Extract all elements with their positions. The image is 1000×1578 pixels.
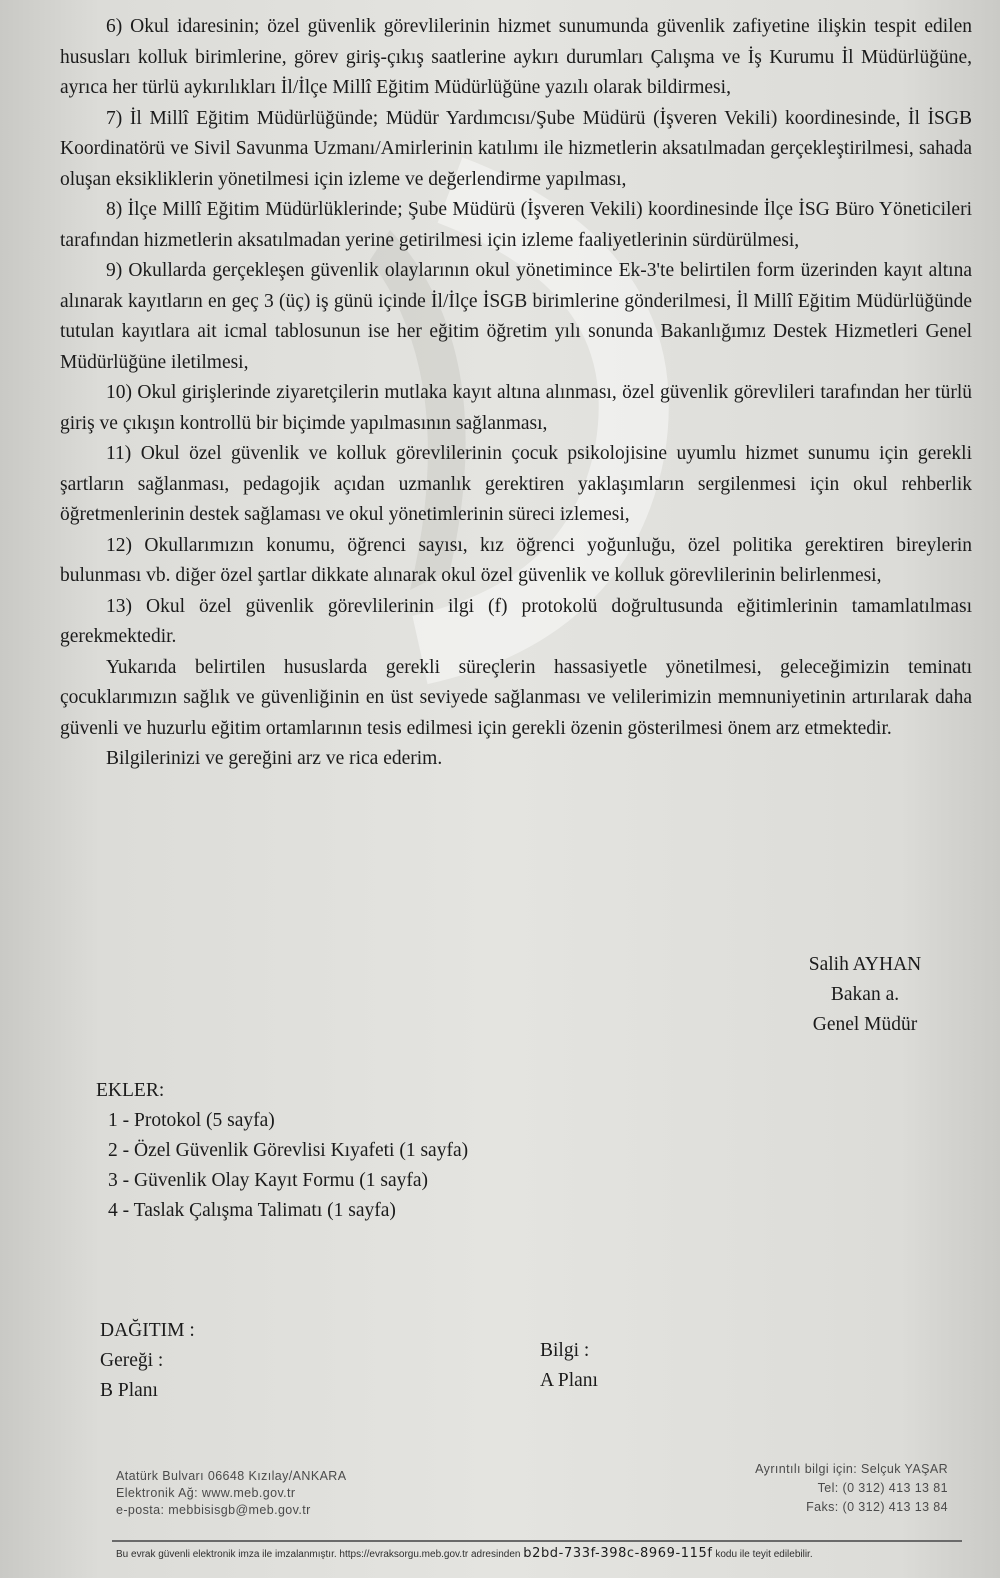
footer-address-block — [116, 1468, 476, 1519]
paragraph-item-11: 11) Okul özel güvenlik ve kolluk görevlilerinin çocuk psikolojisine uyumlu hizmet sunumu için gerekli şartların sağlanması, pedagojik açıdan uzmanlık gerektiren yaklaşımların sergilenmesi için okul rehberlik öğretmenlerinin destek sağlaması ve okul yönetimlerinin süreci izlemesi, — [60, 443, 972, 525]
distribution-info-label: Bilgi : — [540, 1340, 590, 1361]
verification-prefix: Bu evrak güvenli elektronik imza ile imzalanmıştır. https://evraksorgu.meb.gov.tr adresinden — [116, 1549, 521, 1560]
paragraph-item-13: 13) Okul özel güvenlik görevlilerinin ilgi (f) protokolü doğrultusunda eğitimlerinin tamamlatılması gerekmektedir. — [60, 595, 972, 647]
footer-address: Atatürk Bulvarı 06648 Kızılay/ANKARA — [116, 1469, 347, 1483]
paragraph-item-6: 6) Okul idaresinin; özel güvenlik görevlilerinin hizmet sunumunda güvenlik zafiyetine ilişkin tespit edilen hususları kolluk birimlerine, görev giriş-çıkış saatlerine aykırı durumları Çalışma ve İş Kurumu İl Müdürlüğüne, ayrıca her türlü aykırılıkları İl/İlçe Millî Eğitim Müdürlüğüne yazılı olarak bildirmesi, — [60, 16, 972, 98]
distribution-info — [540, 1336, 740, 1396]
attachments-list — [96, 1106, 696, 1226]
closing-request: Bilgilerinizi ve gereğini arz ve rica ederim. — [106, 748, 443, 769]
distribution-info-value: A Planı — [540, 1370, 598, 1391]
signatory-name: Salih AYHAN — [808, 954, 922, 975]
attachments-section — [96, 1076, 696, 1226]
attachment-item: 1 - Protokol (5 sayfa) — [108, 1110, 275, 1131]
paragraph-item-7: 7) İl Millî Eğitim Müdürlüğünde; Müdür Yardımcısı/Şube Müdürü (İşveren Vekili) koordinesinde, İl İSGB Koordinatörü ve Sivil Savunma Uzmanı/Amirlerinin katılımı ile hizmetlerin aksatılmadan gerçekleştirilmesi, sahada oluşan eksikliklerin yönetilmesi için izleme ve değerlendirme yapılması, — [60, 107, 972, 190]
distribution-action-value: B Planı — [100, 1380, 158, 1401]
attachment-item: 4 - Taslak Çalışma Talimatı (1 sayfa) — [108, 1200, 396, 1221]
attachment-item: 2 - Özel Güvenlik Görevlisi Kıyafeti (1 sayfa) — [108, 1140, 469, 1161]
attachments-title: EKLER: — [96, 1080, 165, 1101]
signatory-role: Bakan a. — [830, 984, 900, 1005]
distribution-action — [100, 1346, 400, 1406]
paragraph-item-12: 12) Okullarımızın konumu, öğrenci sayısı, kız öğrenci yoğunluğu, özel politika gerektiren bireylerin bulunması vb. diğer özel şartlar dikkate alınarak okul özel güvenlik ve kolluk görevlilerinin belirlenmesi, — [60, 534, 972, 586]
verification-suffix: kodu ile teyit edilebilir. — [715, 1549, 813, 1560]
distribution-section — [100, 1316, 800, 1401]
footer-contact-block — [640, 1460, 948, 1517]
footer-network: Elektronik Ağ: www.meb.gov.tr — [116, 1486, 296, 1500]
footer-email: e-posta: mebbisisgb@meb.gov.tr — [116, 1503, 311, 1517]
footer-divider — [112, 1540, 962, 1542]
paragraph-item-9: 9) Okullarda gerçekleşen güvenlik olaylarının okul yönetimince Ek-3'te belirtilen form üzerinden kayıt altına alınarak kayıtların en geç 3 (üç) iş günü içinde İl/İlçe İSGB birimlerine gönderilmesi, İl Millî Eğitim Müdürlüğünde tutulan kayıtlara ait icmal tablosunun ise her eğitim öğretim yılı sonunda Bakanlığımız Destek Hizmetleri Genel Müdürlüğüne iletilmesi, — [60, 260, 972, 373]
footer-phone: Tel: (0 312) 413 13 81 — [817, 1481, 948, 1495]
paragraph-item-8: 8) İlçe Millî Eğitim Müdürlüklerinde; Şube Müdürü (İşveren Vekili) koordinesinde İlçe İSG Büro Yöneticileri tarafından hizmetlerin aksatılmadan yerine getirilmesi için izleme faaliyetlerinin sürdürülmesi, — [60, 199, 972, 251]
closing-paragraph: Yukarıda belirtilen hususlarda gerekli süreçlerin hassasiyetle yönetilmesi, geleceğimizin teminatı çocuklarımızın sağlık ve güvenliğinin en üst seviyede sağlanması ve velilerimizin memnuniyetinin artırılarak daha güvenli ve huzurlu eğitim ortamlarının tesis edilmesi için gerekli özenin gösterilmesi önem arz etmektedir. — [60, 656, 972, 739]
signature-block — [760, 950, 970, 1040]
distribution-title: DAĞITIM : — [100, 1320, 195, 1341]
distribution-action-label: Gereği : — [100, 1350, 164, 1371]
signatory-title: Genel Müdür — [812, 1014, 918, 1035]
footer-contact-person: Ayrıntılı bilgi için: Selçuk YAŞAR — [755, 1462, 948, 1476]
document-body — [60, 12, 972, 775]
verification-code: b2bd-733f-398c-8969-115f — [523, 1546, 713, 1561]
footer-fax: Faks: (0 312) 413 13 84 — [806, 1500, 948, 1514]
verification-line — [116, 1546, 976, 1561]
attachment-item: 3 - Güvenlik Olay Kayıt Formu (1 sayfa) — [108, 1170, 429, 1191]
paragraph-item-10: 10) Okul girişlerinde ziyaretçilerin mutlaka kayıt altına alınması, özel güvenlik görevlileri tarafından her türlü giriş ve çıkışın kontrollü bir biçimde yapılmasının sağlanması, — [60, 382, 972, 434]
